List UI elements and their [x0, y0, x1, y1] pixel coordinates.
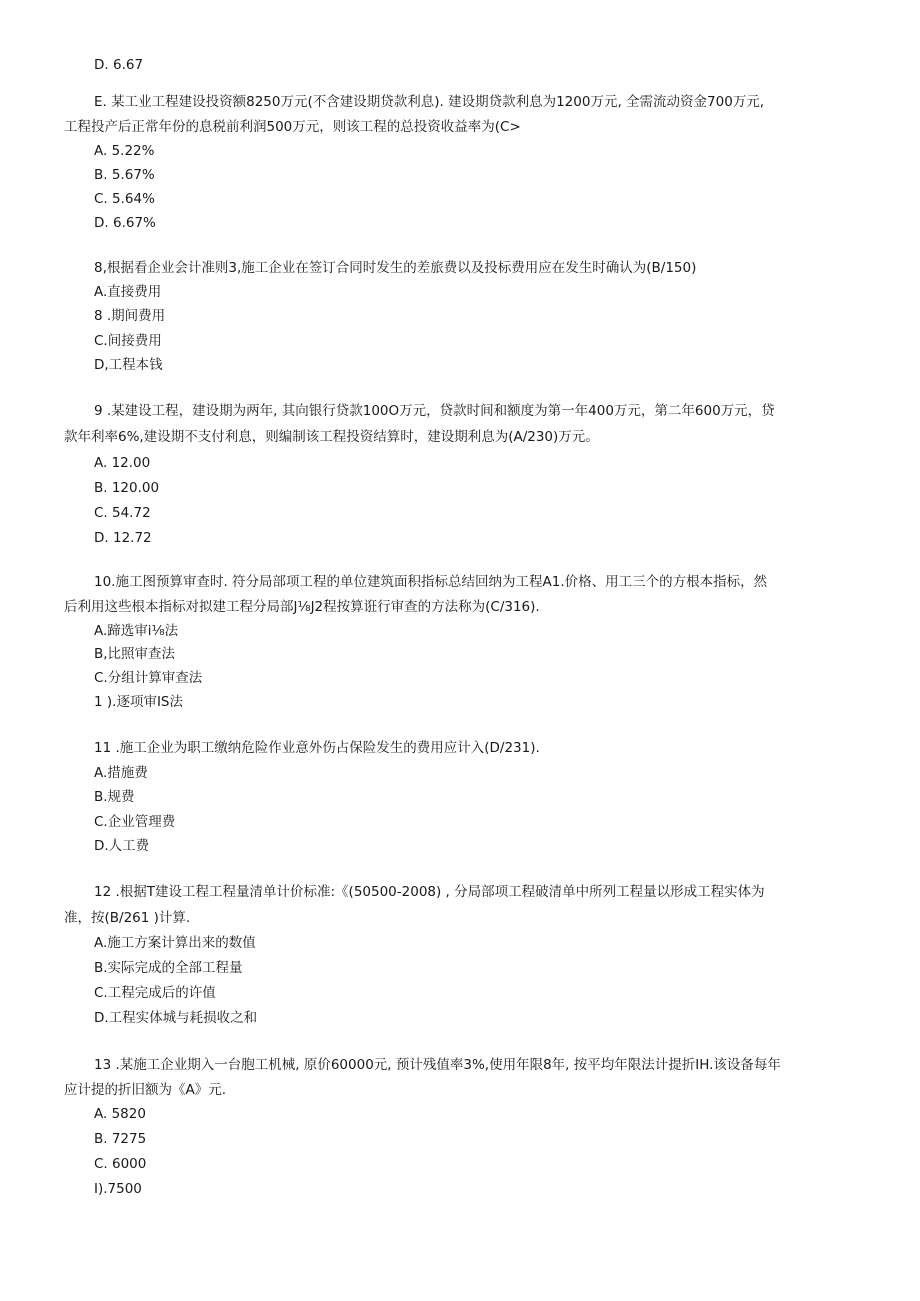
option-line: A. 5820	[94, 1106, 146, 1122]
option-line: C.间接费用	[94, 333, 162, 349]
option-line: D. 12.72	[94, 530, 152, 546]
question-stem-10: 10.施工图预算审查时. 符分局部项工程的单位建筑面积指标总结回纳为工程A1.价格、用工三个的方根本指标，然	[94, 574, 768, 590]
option-line: I).7500	[94, 1181, 142, 1197]
option-line: D. 6.67%	[94, 215, 156, 231]
option-line: D,工程本钱	[94, 357, 163, 373]
option-line: D.工程实体城与耗损收之和	[94, 1010, 258, 1026]
option-line: C.工程完成后的许值	[94, 985, 216, 1001]
option-line: 8 .期间费用	[94, 308, 166, 324]
question-stem-10-continued: 后利用这些根本指标对拟建工程分局部J⅛J2程按算诳行审查的方法称为(C/316).	[64, 599, 540, 615]
question-stem-8: 8,根据看企业会计准则3,施工企业在签订合同时发生的差旅费以及投标费用应在发生时确认为(B/150)	[94, 260, 697, 276]
option-line: C. 5.64%	[94, 191, 155, 207]
option-line: B. 5.67%	[94, 167, 155, 183]
option-line: 1 ).逐项审IS法	[94, 694, 183, 710]
option-line: A.措施费	[94, 765, 148, 781]
option-line: C.分组计算审查法	[94, 670, 203, 686]
question-stem-e: E. 某工业工程建设投资额8250万元(不含建设期贷款利息). 建设期贷款利息为1200万元, 全需流动资金700万元,	[94, 94, 765, 110]
question-stem-e-continued: 工程投产后正常年份的息税前利润500万元，则该工程的总投资收益率为(C>	[64, 119, 521, 135]
option-line: B.规费	[94, 789, 135, 805]
option-line: A.施工方案计算出来的数值	[94, 935, 256, 951]
question-stem-12-continued: 准，按(B/261 )计算.	[64, 910, 191, 926]
option-line: C. 54.72	[94, 505, 151, 521]
question-stem-13: 13 .某施工企业期入一台胞工机械, 原价60000元, 预计残值率3%,使用年限8年, 按平均年限法计提折IH.该设备每年	[94, 1057, 781, 1073]
option-line: C. 6000	[94, 1156, 147, 1172]
question-stem-12: 12 .根据T建设工程工程量清单计价标准:《(50500-2008) , 分局部项工程破清单中所列工程量以形成工程实体为	[94, 884, 765, 900]
option-line: C.企业管理费	[94, 814, 176, 830]
option-line: B,比照审查法	[94, 646, 176, 662]
option-line: A.直接费用	[94, 284, 162, 300]
option-line: B.实际完成的全部工程量	[94, 960, 243, 976]
option-line: B. 120.00	[94, 480, 160, 496]
question-stem-9: 9 .某建设工程，建设期为两年, 其向银行贷款100O万元，贷款时间和额度为第一年400万元，第二年600万元，贷	[94, 403, 775, 419]
option-line: B. 7275	[94, 1131, 147, 1147]
question-stem-13-continued: 应计提的折旧额为《A》元.	[64, 1082, 227, 1098]
option-line: D.人工费	[94, 838, 150, 854]
option-line: A. 12.00	[94, 455, 151, 471]
option-line: A.蹄选审i⅛法	[94, 623, 179, 639]
option-line: A. 5.22%	[94, 143, 155, 159]
question-stem-9-continued: 款年利率6%,建设期不支付利息，则编制该工程投资结算时，建设期利息为(A/230)万元。	[64, 429, 599, 445]
option-line: D. 6.67	[94, 57, 144, 73]
question-stem-11: 11 .施工企业为职工缴纳危险作业意外伤占保险发生的费用应计入(D/231).	[94, 740, 540, 756]
